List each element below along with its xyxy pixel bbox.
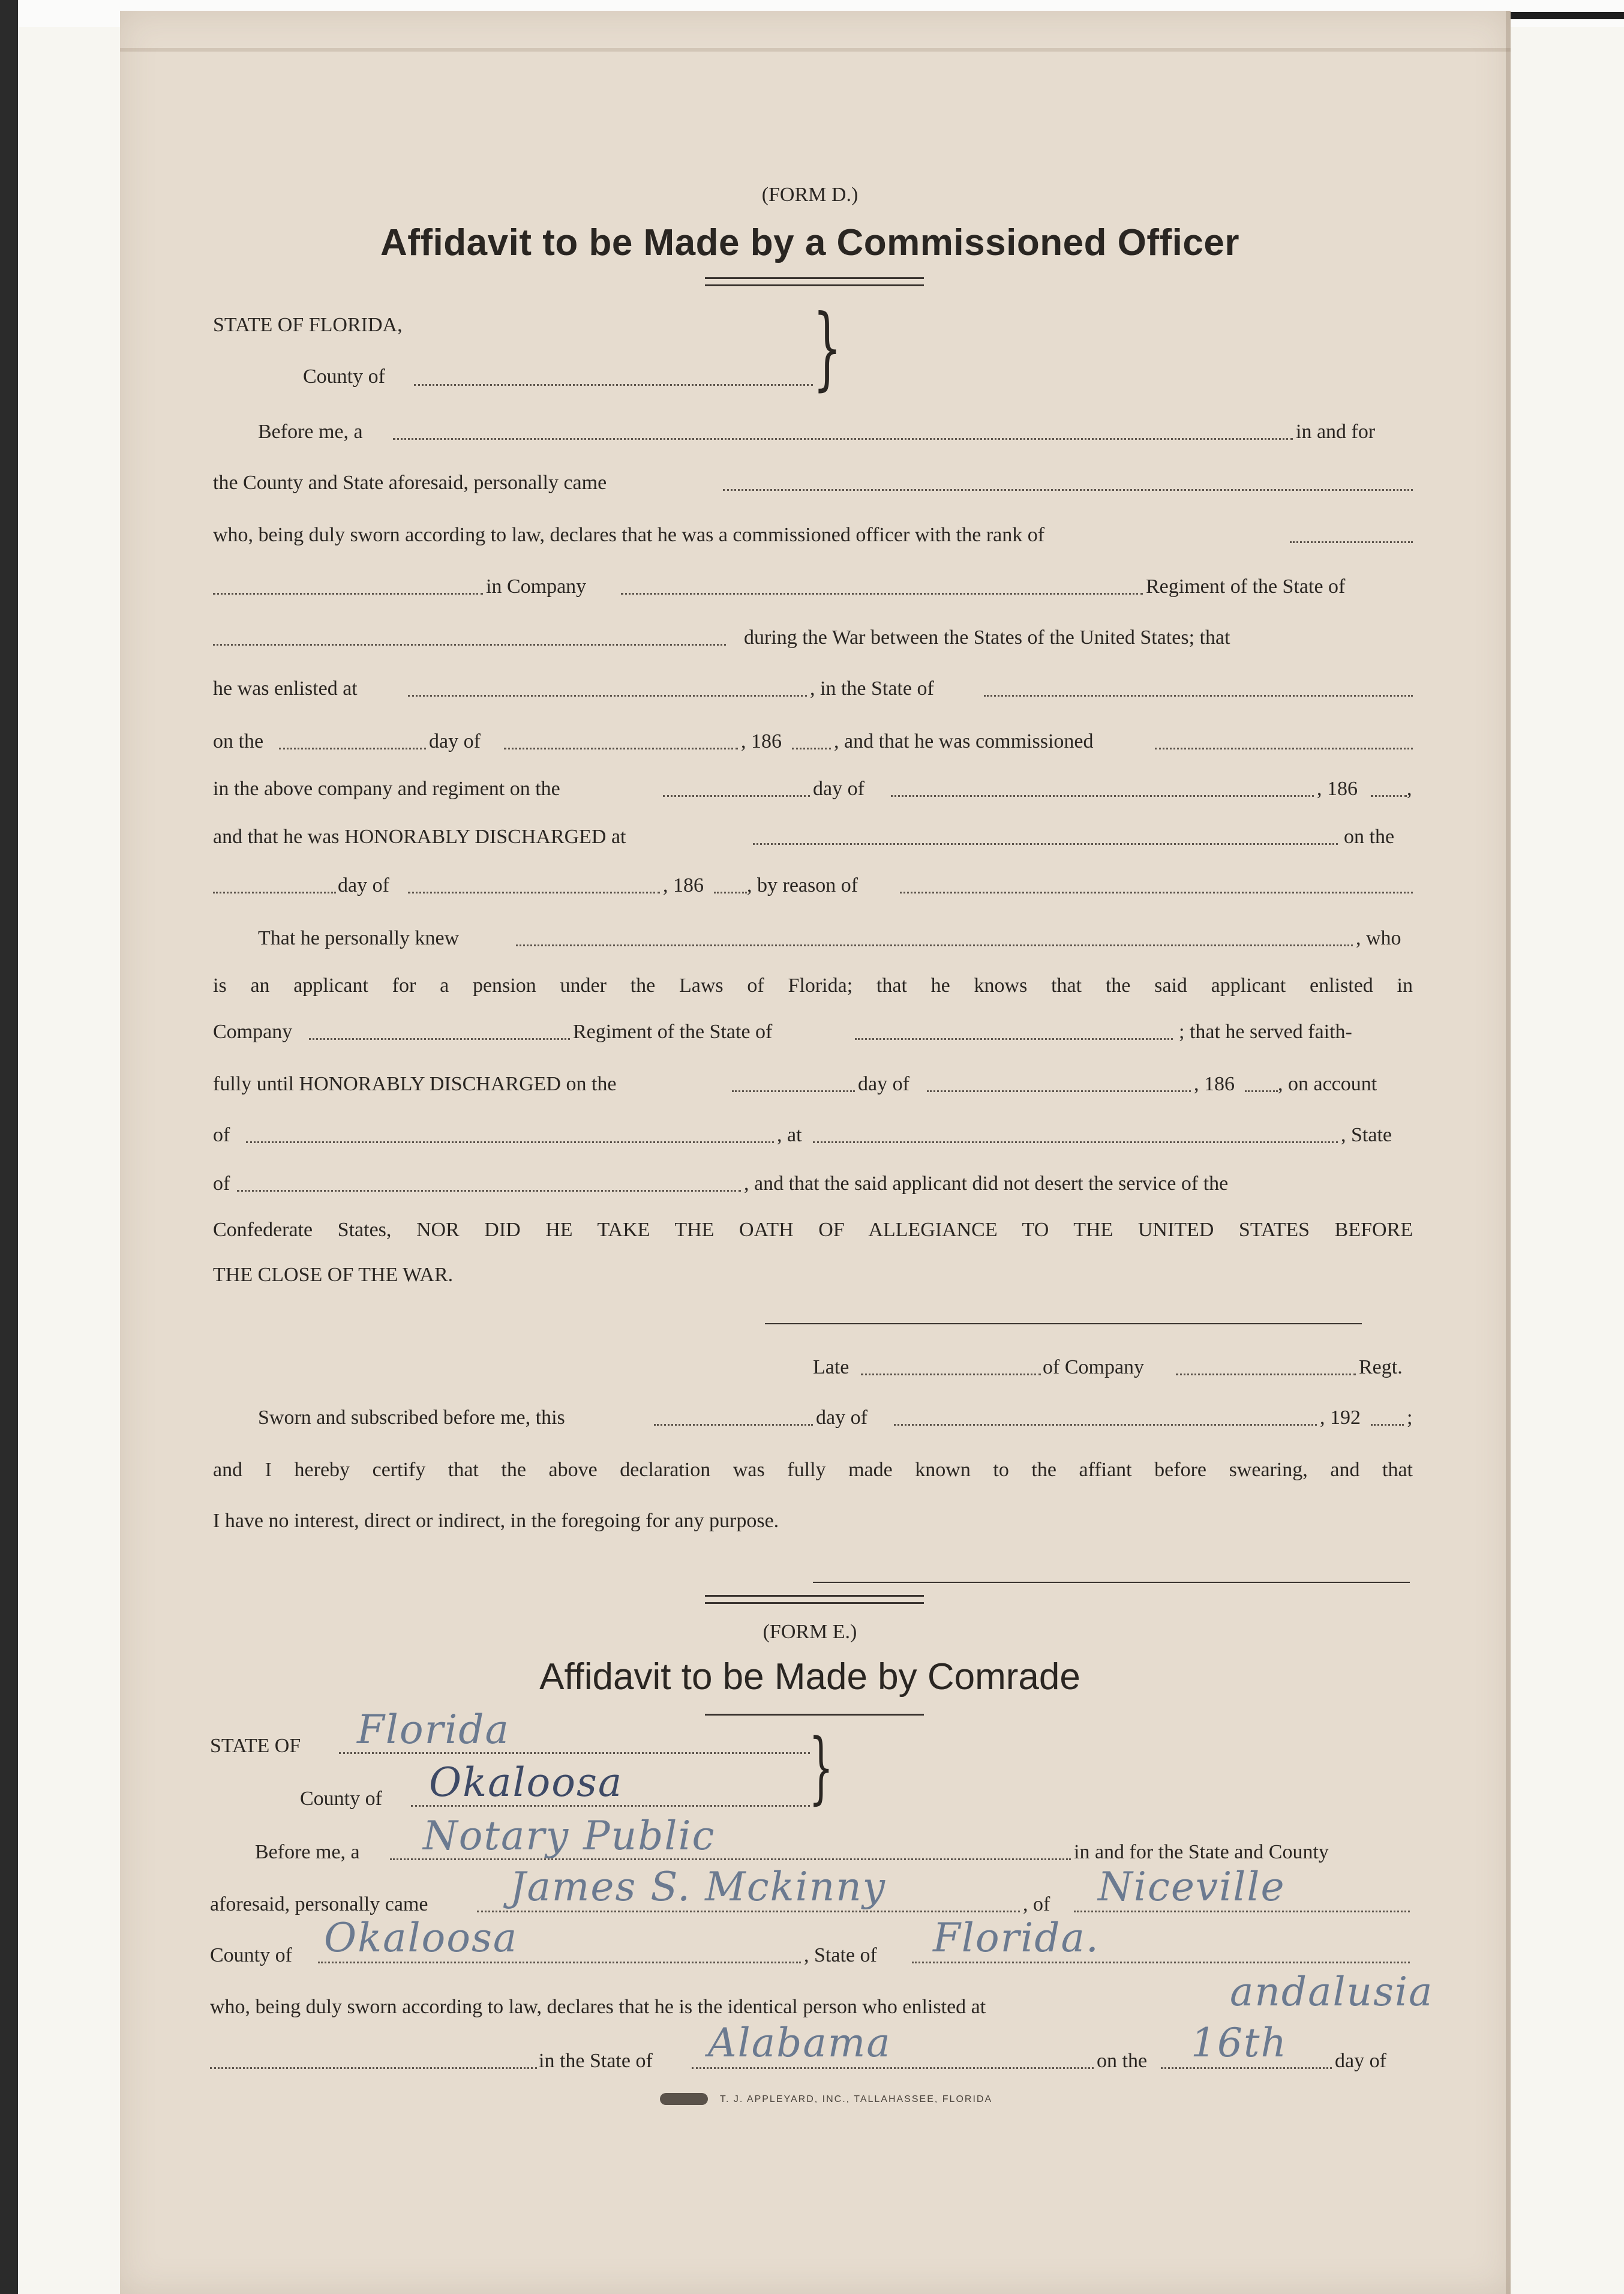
- e-state2-label: , State of: [804, 1944, 877, 1966]
- line6-blank-b: [984, 695, 1413, 697]
- e-county-label: County of: [300, 1788, 382, 1810]
- sworn-blank-a: [654, 1424, 813, 1426]
- line8-blank-b: [891, 795, 1314, 797]
- late-blank-b: [1176, 1374, 1356, 1375]
- e-county2-label: County of: [210, 1944, 292, 1966]
- line10-year: , 186: [663, 874, 704, 896]
- line11-tail: , who: [1356, 927, 1401, 949]
- e-of-label: , of: [1023, 1893, 1050, 1915]
- line5-text: during the War between the States of the United States; that: [744, 626, 1230, 649]
- late-label: Late: [813, 1356, 849, 1378]
- line7-year: , 186: [741, 730, 782, 752]
- line9-blank: [753, 843, 1338, 845]
- line13-label: Company: [213, 1021, 293, 1043]
- line7-blank-d: [1155, 748, 1413, 749]
- e-state-label: STATE OF: [210, 1735, 301, 1757]
- line6-blank-a: [408, 695, 807, 697]
- e-instate-blank-b: [692, 2067, 1094, 2069]
- e-brace: }: [809, 1722, 834, 1813]
- county-blank: [414, 384, 813, 386]
- e-enlisted-handwriting: andalusia: [1230, 1969, 1434, 2015]
- line13-tail: ; that he served faith-: [1179, 1021, 1352, 1043]
- signature-line: [765, 1323, 1362, 1324]
- line14-blank-b: [927, 1090, 1191, 1092]
- line7-blank-b: [504, 748, 738, 749]
- certify-line1: and I hereby certify that the above declaration was fully made known to the affiant before swearing, and that: [213, 1459, 1413, 1481]
- e-dayof-label: day of: [1335, 2050, 1386, 2072]
- line16-label: of: [213, 1173, 230, 1195]
- e-state-handwriting: Florida: [357, 1707, 510, 1753]
- line14-dayof: day of: [858, 1073, 909, 1095]
- form-d-label: (FORM D.): [761, 184, 858, 206]
- paper-edge: [1506, 11, 1511, 2294]
- form-e-rule-top: [705, 1595, 924, 1597]
- line16-blank: [237, 1190, 741, 1192]
- line1-label: Before me, a: [258, 421, 363, 443]
- line15-blank-a: [246, 1141, 774, 1143]
- e-state2-handwriting: Florida.: [933, 1915, 1100, 1961]
- e-notary-handwriting: Notary Public: [423, 1813, 716, 1859]
- line4-blank-a: [213, 593, 483, 595]
- printer-logo: [660, 2093, 708, 2105]
- e-county2-handwriting: Okaloosa: [324, 1915, 518, 1961]
- line14-year: , 186: [1194, 1073, 1235, 1095]
- line8-dayof: day of: [813, 778, 864, 800]
- scanner-board-edge: [0, 0, 18, 2294]
- sworn-year: , 192: [1320, 1407, 1361, 1429]
- late-regt: Regt.: [1359, 1356, 1403, 1378]
- e-county-handwriting: Okaloosa: [429, 1759, 623, 1806]
- line10-blank-c: [714, 892, 747, 893]
- form-d-title: Affidavit to be Made by a Commissioned Officer: [380, 222, 1240, 263]
- e-day-handwriting: 16th: [1191, 2020, 1288, 2066]
- title-rule-bottom: [705, 284, 924, 286]
- title-rule-top: [705, 277, 924, 279]
- line10-tail: , by reason of: [747, 874, 858, 896]
- line18-text: THE CLOSE OF THE WAR.: [213, 1264, 454, 1286]
- e-onthe-blank: [1161, 2067, 1332, 2069]
- paper-fold: [120, 48, 1511, 52]
- line14-label: fully until HONORABLY DISCHARGED on the: [213, 1073, 617, 1095]
- line11-label: That he personally knew: [258, 927, 460, 949]
- officer-signature-line: [813, 1582, 1410, 1583]
- e-sworn-line: who, being duly sworn according to law, declares that he is the identical person who enlisted at: [210, 1996, 986, 2018]
- sworn-blank-c: [1371, 1424, 1404, 1426]
- state-of-florida: STATE OF FLORIDA,: [213, 314, 403, 336]
- scanner-board-strip: [1511, 12, 1624, 19]
- sworn-label: Sworn and subscribed before me, this: [258, 1407, 565, 1429]
- line8-blank-c: [1371, 795, 1407, 797]
- line8-year: , 186: [1317, 778, 1358, 800]
- line16-tail: , and that the said applicant did not desert the service of the: [744, 1173, 1229, 1195]
- line2-blank: [723, 489, 1413, 491]
- line14-blank-a: [732, 1090, 855, 1092]
- line10-blank-d: [900, 892, 1413, 893]
- line4-blank-b: [621, 593, 1143, 595]
- line3-label: who, being duly sworn according to law, declares that he was a commissioned officer with the rank of: [213, 524, 1045, 546]
- line15-mid: , at: [777, 1124, 802, 1146]
- line7-tail: , and that he was commissioned: [834, 730, 1094, 752]
- line13-blank-b: [855, 1038, 1173, 1040]
- line10-blank-b: [408, 892, 660, 893]
- line4-tail: Regiment of the State of: [1146, 575, 1346, 598]
- line13-mid: Regiment of the State of: [573, 1021, 773, 1043]
- e-of-blank: [1074, 1911, 1410, 1912]
- e-instate-handwriting: Alabama: [708, 2020, 891, 2066]
- sworn-end: ;: [1407, 1407, 1413, 1429]
- late-company: of Company: [1043, 1356, 1145, 1378]
- printer-imprint: T. J. APPLEYARD, INC., TALLAHASSEE, FLORIDA: [720, 2094, 993, 2104]
- e-aforesaid-blank: [477, 1911, 1020, 1912]
- e-before-tail: in and for the State and County: [1074, 1841, 1329, 1863]
- line1-blank: [393, 438, 1293, 440]
- line10-blank-a: [213, 892, 336, 893]
- line7-blank-c: [792, 748, 831, 749]
- line8-blank-a: [663, 795, 810, 797]
- form-e-title-rule: [705, 1714, 924, 1716]
- line15-blank-b: [813, 1141, 1338, 1143]
- e-aforesaid-label: aforesaid, personally came: [210, 1893, 428, 1915]
- line7-dayof: day of: [429, 730, 481, 752]
- sworn-dayof: day of: [816, 1407, 867, 1429]
- e-instate-blank-a: [210, 2067, 537, 2069]
- sworn-blank-b: [894, 1424, 1317, 1426]
- late-blank-a: [861, 1374, 1041, 1375]
- line1-tail: in and for: [1296, 421, 1376, 443]
- line12-text: is an applicant for a pension under the Laws of Florida; that he knows that the said applicant enlisted in: [213, 974, 1413, 997]
- line15-tail: , State: [1341, 1124, 1392, 1146]
- county-label: County of: [303, 365, 385, 388]
- line5-blank: [213, 644, 726, 646]
- line14-tail: , on account: [1278, 1073, 1377, 1095]
- line3-blank: [1290, 541, 1413, 543]
- line11-blank: [516, 944, 1353, 946]
- brace: }: [813, 296, 842, 400]
- e-onthe-label: on the: [1097, 2050, 1148, 2072]
- line6-label: he was enlisted at: [213, 677, 358, 700]
- line10-dayof: day of: [338, 874, 389, 896]
- line8-comma: ,: [1407, 778, 1412, 800]
- line8-label: in the above company and regiment on the: [213, 778, 560, 800]
- e-town-handwriting: Niceville: [1098, 1864, 1286, 1910]
- line6-mid: , in the State of: [810, 677, 934, 700]
- certify-line2: I have no interest, direct or indirect, in the foregoing for any purpose.: [213, 1510, 779, 1532]
- e-instate-label: in the State of: [539, 2050, 653, 2072]
- line15-label: of: [213, 1124, 230, 1146]
- line4-label: in Company: [486, 575, 587, 598]
- e-county2-blank: [318, 1962, 801, 1963]
- e-state2-blank: [912, 1962, 1410, 1963]
- form-e-title: Affidavit to be Made by Comrade: [539, 1656, 1080, 1698]
- line7-blank-a: [279, 748, 426, 749]
- e-before-label: Before me, a: [255, 1841, 360, 1863]
- line13-blank-a: [309, 1038, 570, 1040]
- line14-blank-c: [1245, 1090, 1278, 1092]
- line17-text: Confederate States, NOR DID HE TAKE THE OATH OF ALLEGIANCE TO THE UNITED STATES BEFORE: [213, 1219, 1413, 1241]
- form-e-rule-bottom: [705, 1602, 924, 1604]
- line7-label: on the: [213, 730, 264, 752]
- line9-label: and that he was HONORABLY DISCHARGED at: [213, 826, 626, 848]
- form-e-label: (FORM E.): [763, 1621, 857, 1643]
- e-name-handwriting: James S. Mckinny: [510, 1864, 887, 1910]
- line9-tail: on the: [1344, 826, 1395, 848]
- line2-label: the County and State aforesaid, personally came: [213, 472, 607, 494]
